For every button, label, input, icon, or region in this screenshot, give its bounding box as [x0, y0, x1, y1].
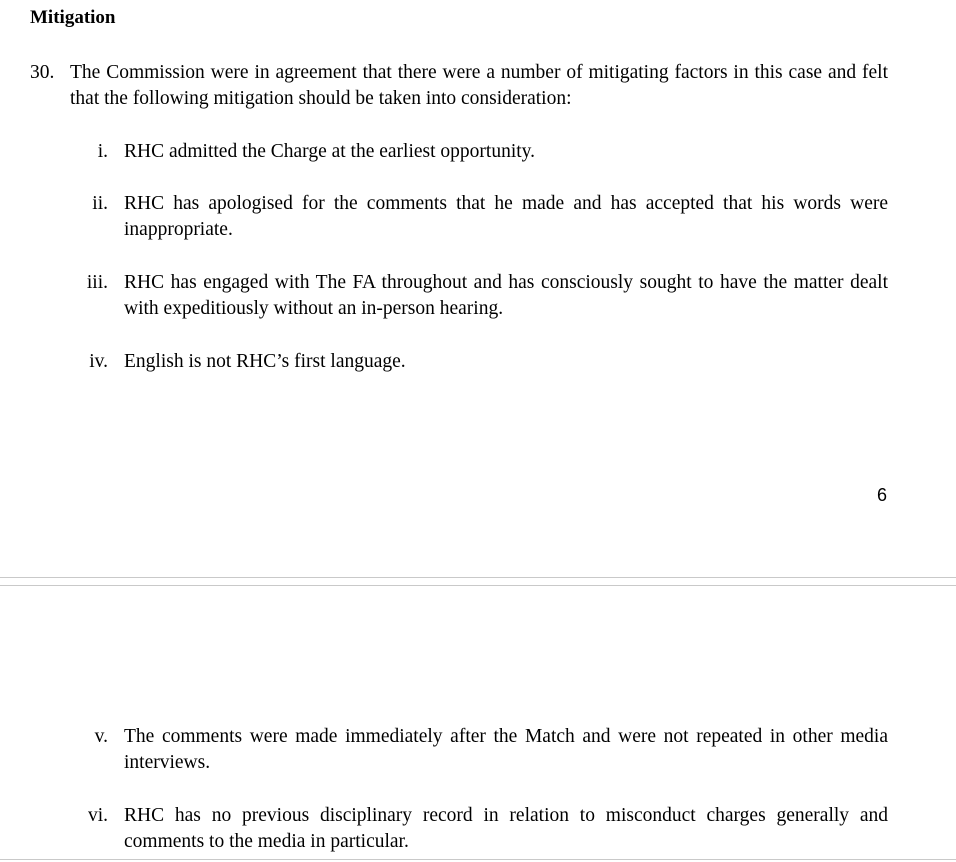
list-item-numeral: ii.: [92, 193, 108, 214]
list-item-text: RHC has apologised for the comments that he made and has accepted that his words were inappropriate.: [124, 193, 888, 240]
list-item-text: RHC has engaged with The FA throughout and has consciously sought to have the matter dealt with expeditiously without an in-person hearing.: [124, 272, 888, 319]
page-separator-line: [0, 577, 956, 578]
page-bottom-edge: [0, 859, 956, 860]
paragraph-number: 30.: [30, 62, 55, 83]
list-item-text: The comments were made immediately after the Match and were not repeated in other media interviews.: [124, 726, 888, 773]
list-item-numeral: vi.: [87, 805, 108, 826]
list-item-v: [80, 724, 888, 776]
list-item-vi: [80, 803, 888, 855]
list-item-numeral: iv.: [89, 351, 108, 372]
list-item-iii: [80, 270, 888, 322]
section-heading: Mitigation: [30, 7, 116, 28]
paragraph-text: The Commission were in agreement that there were a number of mitigating factors in this case and felt that the following mitigation should be taken into consideration:: [70, 62, 888, 109]
page-separator-line: [0, 585, 956, 586]
list-item-text: RHC has no previous disciplinary record in relation to misconduct charges generally and comments to the media in particular.: [124, 805, 888, 852]
list-item-text: RHC admitted the Charge at the earliest opportunity.: [124, 141, 536, 162]
list-item-numeral: v.: [94, 726, 108, 747]
list-item-ii: [80, 191, 888, 243]
list-item-iv: [80, 349, 888, 375]
page-number: 6: [876, 485, 887, 505]
list-item-text: English is not RHC’s first language.: [124, 351, 406, 372]
list-item-numeral: iii.: [86, 272, 108, 293]
paragraph-30: [30, 60, 888, 112]
list-item-numeral: i.: [97, 141, 108, 162]
list-item-i: [80, 139, 888, 165]
